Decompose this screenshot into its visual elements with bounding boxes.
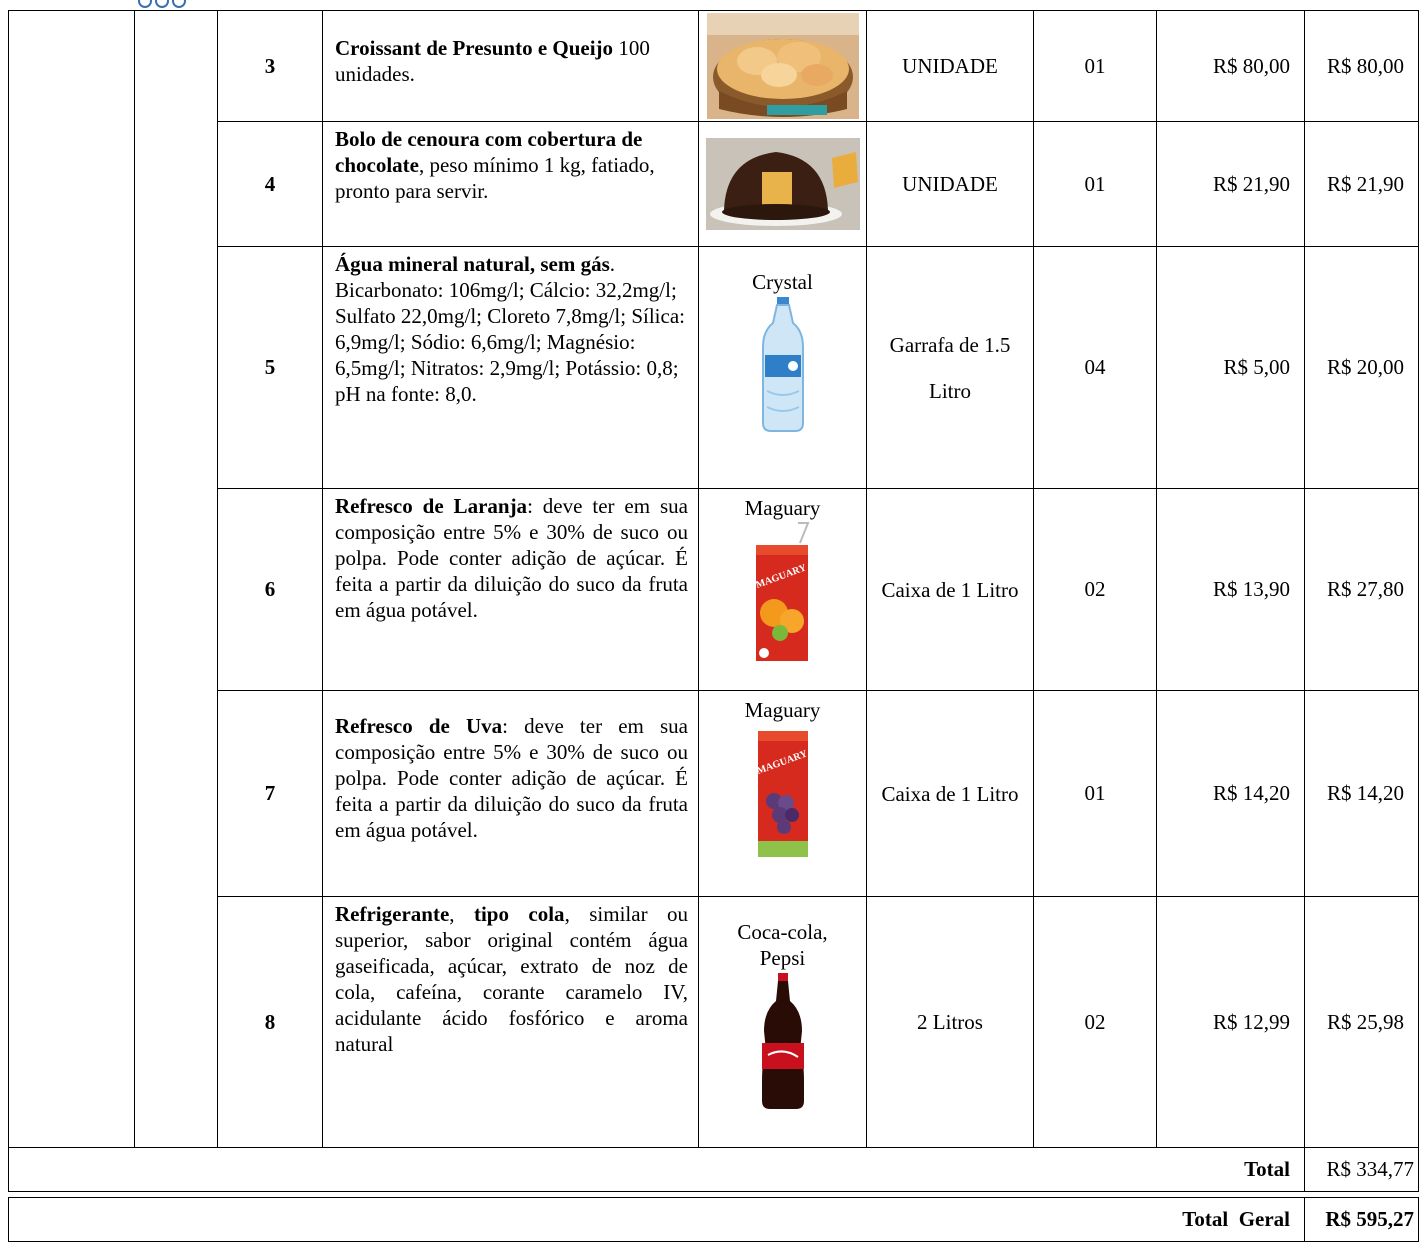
croissant-image [699,11,867,122]
total-cell: R$ 80,00 [1305,11,1419,122]
total-cell: R$ 25,98 [1305,897,1419,1148]
item-number: 7 [218,691,323,897]
total-cell: R$ 21,90 [1305,122,1419,247]
product-image-cell [699,247,867,489]
qty-cell: 01 [1034,11,1157,122]
qty-cell: 02 [1034,897,1157,1148]
brand-label: Coca-cola, Pepsi [737,920,828,970]
total-label: Total [9,1148,1305,1192]
unit-price-cell: R$ 14,20 [1157,691,1305,897]
qty-cell: 02 [1034,489,1157,691]
juice-box-icon [750,521,816,667]
total-cell: R$ 27,80 [1305,489,1419,691]
table-row [9,122,1419,247]
qty-cell: 01 [1034,122,1157,247]
item-number: 8 [218,897,323,1148]
total-row [9,1148,1419,1192]
unit-cell: Garrafa de 1.5 Litro [867,247,1034,489]
logo-fragment [138,0,208,8]
grand-total-row [9,1198,1419,1242]
product-image-cell [699,691,867,897]
item-description: Refresco de Laranja: deve ter em sua composição entre 5% e 30% de suco ou polpa. Pode conter adição de açúcar. É feita a partir da diluição do suco da fruta em água potável. [323,489,699,691]
qty-cell: 04 [1034,247,1157,489]
svg-text:MAGUARY: MAGUARY [754,748,809,777]
unit-cell: Caixa de 1 Litro [867,489,1034,691]
unit-cell: 2 Litros [867,897,1034,1148]
item-description: Refrigerante, tipo cola, similar ou superior, sabor original contém água gaseificada, açúcar, extrato de noz de cola, cafeína, corante caramelo IV, acidulante ácido fosfórico e aroma natural [323,897,699,1148]
brand-label: Crystal [752,270,813,294]
empty-cell [135,11,218,1148]
juice-box-icon [750,723,816,863]
svg-text:MAGUARY: MAGUARY [753,562,808,591]
unit-cell: UNIDADE [867,122,1034,247]
item-description: Bolo de cenoura com cobertura de chocolate, peso mínimo 1 kg, fatiado, pronto para servir. [323,122,699,247]
item-number: 3 [218,11,323,122]
total-value: R$ 334,77 [1305,1148,1419,1192]
unit-price-cell: R$ 80,00 [1157,11,1305,122]
grand-total-label: Total Geral [9,1198,1305,1242]
item-description: Croissant de Presunto e Queijo 100 unidades. [323,11,699,122]
item-description: Refresco de Uva: deve ter em sua composição entre 5% e 30% de suco ou polpa. Pode conter adição de açúcar. É feita a partir da diluição do suco da fruta em água potável. [323,691,699,897]
total-cell: R$ 14,20 [1305,691,1419,897]
product-table [8,10,1419,1242]
grand-total-value: R$ 595,27 [1305,1198,1419,1242]
unit-price-cell: R$ 13,90 [1157,489,1305,691]
unit-price-cell: R$ 21,90 [1157,122,1305,247]
table-row [9,11,1419,122]
product-image-cell [699,897,867,1148]
table-row [9,897,1419,1148]
table-row [9,691,1419,897]
item-number: 5 [218,247,323,489]
brand-label: Maguary [744,496,821,520]
item-number: 6 [218,489,323,691]
brand-label: Maguary [744,698,821,722]
qty-cell: 01 [1034,691,1157,897]
product-image-cell [699,489,867,691]
cake-image [699,122,867,247]
unit-price-cell: R$ 12,99 [1157,897,1305,1148]
table-row [9,489,1419,691]
table-row [9,247,1419,489]
unit-cell: UNIDADE [867,11,1034,122]
total-cell: R$ 20,00 [1305,247,1419,489]
item-number: 4 [218,122,323,247]
cola-bottle-icon [758,971,808,1111]
unit-price-cell: R$ 5,00 [1157,247,1305,489]
water-bottle-icon [753,295,813,435]
item-description: Água mineral natural, sem gás. Bicarbonato: 106mg/l; Cálcio: 32,2mg/l; Sulfato 22,0mg/l; Cloreto 7,8mg/l; Sílica: 6,9mg/l; Sódio: 6,6mg/l; Magnésio: 6,5mg/l; Nitratos: 2,9mg/l; Potássio: 0,8; pH na fonte: 8,0. [323,247,699,489]
unit-cell: Caixa de 1 Litro [867,691,1034,897]
empty-cell [9,11,135,1148]
